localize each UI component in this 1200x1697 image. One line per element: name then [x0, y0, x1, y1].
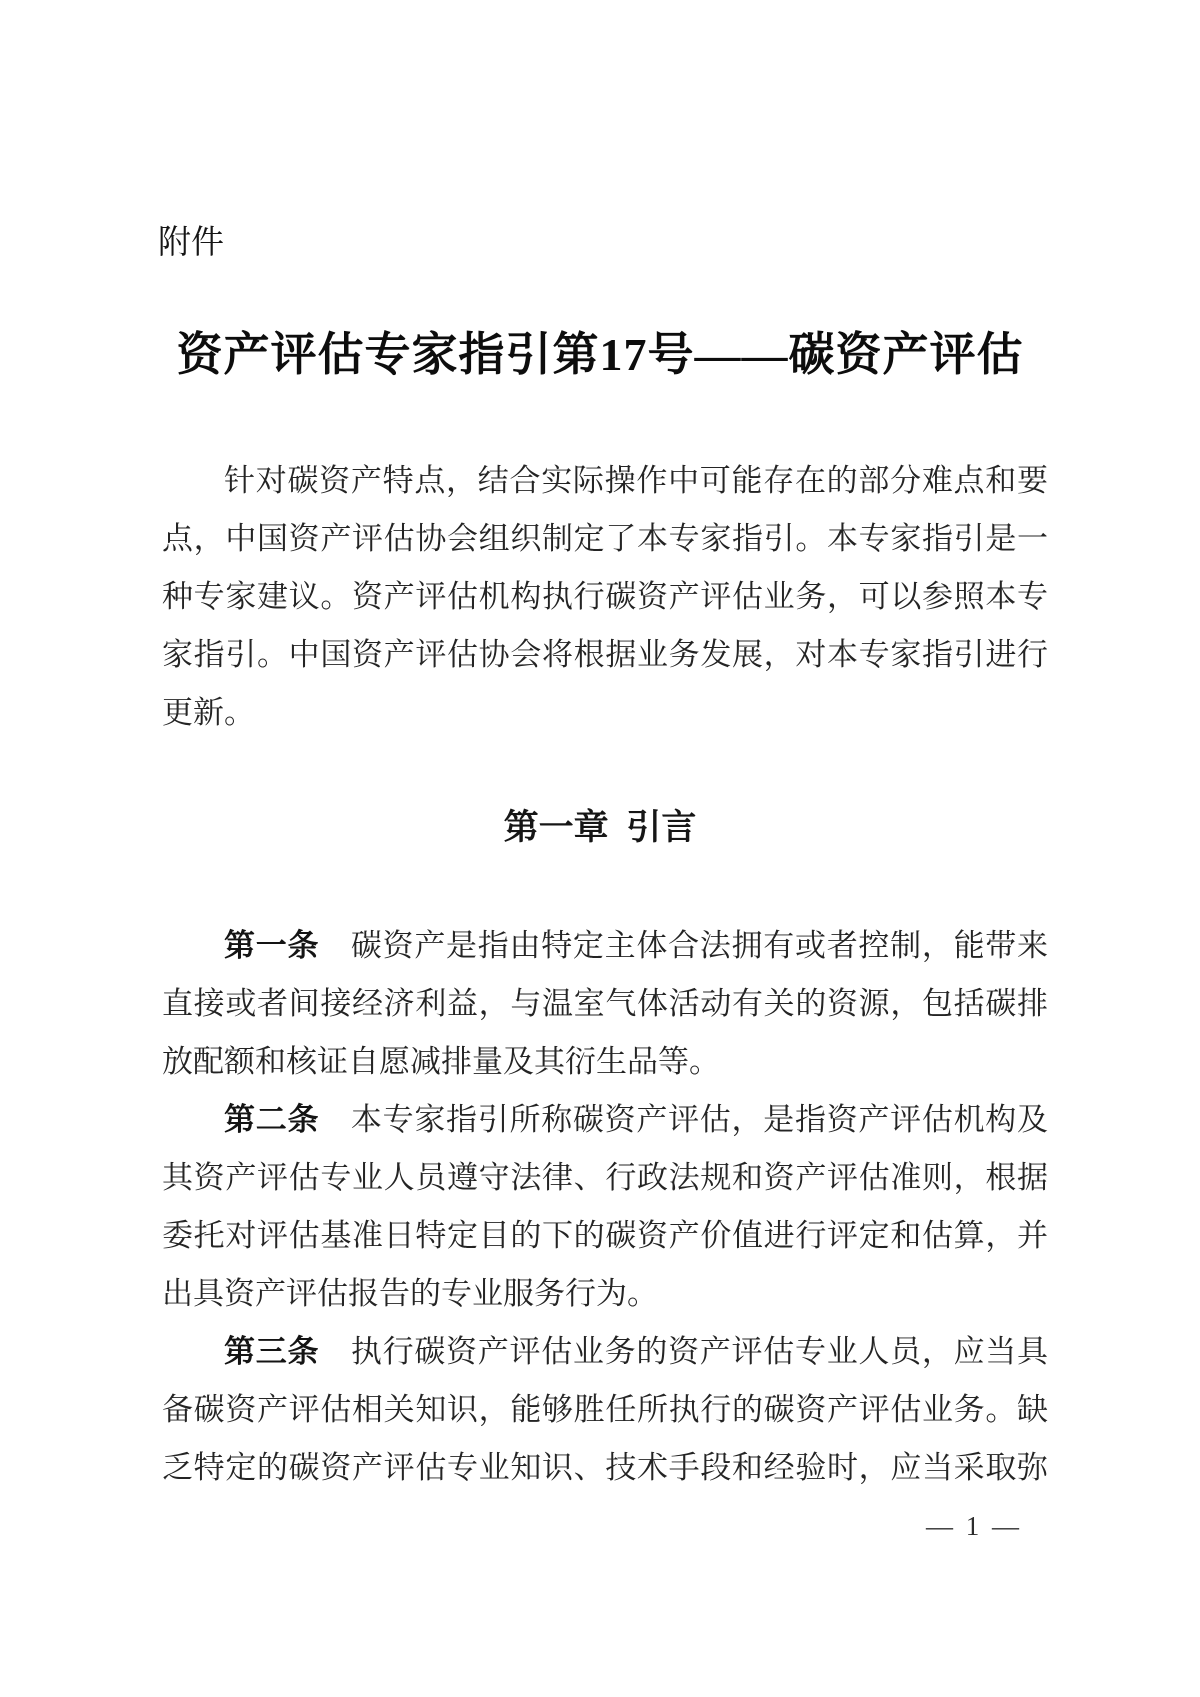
- article-1-text: 碳资产是指由特定主体合法拥有或者控制，能带来: [350, 928, 1049, 963]
- article-2-line: [162, 1091, 1048, 1149]
- article-3-line: 备碳资产评估相关知识，能够胜任所执行的碳资产评估业务。缺: [162, 1392, 1048, 1427]
- articles-section: [162, 917, 1048, 1497]
- article-1-line: [162, 917, 1048, 975]
- intro-line: 针对碳资产特点，结合实际操作中可能存在的部分难点和要: [224, 463, 1048, 498]
- intro-line: 家指引。中国资产评估协会将根据业务发展，对本专家指引进行: [162, 637, 1048, 672]
- page-number-text: — 1 —: [926, 1511, 1022, 1541]
- article-3-line: [162, 1323, 1048, 1381]
- intro-line: 种专家建议。资产评估机构执行碳资产评估业务，可以参照本专: [162, 579, 1048, 614]
- page-title: 资产评估专家指引第17号——碳资产评估: [176, 329, 1024, 380]
- attachment-label: 附件: [158, 223, 224, 260]
- article-3-number: 第三条: [224, 1334, 320, 1369]
- intro-line: 点，中国资产评估协会组织制定了本专家指引。本专家指引是一: [162, 521, 1048, 556]
- article-3-text: 执行碳资产评估业务的资产评估专业人员，应当具: [350, 1334, 1049, 1369]
- article-1-line: 直接或者间接经济利益，与温室气体活动有关的资源，包括碳排: [162, 986, 1048, 1021]
- article-2-text: 本专家指引所称碳资产评估，是指资产评估机构及: [350, 1102, 1049, 1137]
- article-1-number: 第一条: [224, 928, 320, 963]
- page-number: [926, 1508, 1022, 1544]
- article-2-line: 其资产评估专业人员遵守法律、行政法规和资产评估准则，根据: [162, 1160, 1048, 1195]
- article-3-line: 乏特定的碳资产评估专业知识、技术手段和经验时，应当采取弥: [162, 1450, 1048, 1485]
- article-2-line: 委托对评估基准日特定目的下的碳资产价值进行评定和估算，并: [162, 1218, 1048, 1253]
- article-1-line: 放配额和核证自愿减排量及其衍生品等。: [162, 1044, 720, 1079]
- chapter-heading: 第一章 引言: [503, 808, 697, 847]
- intro-paragraph: [162, 452, 1048, 742]
- intro-line: 更新。: [162, 695, 255, 730]
- article-2-line: 出具资产评估报告的专业服务行为。: [162, 1276, 658, 1311]
- article-2-number: 第二条: [224, 1102, 320, 1137]
